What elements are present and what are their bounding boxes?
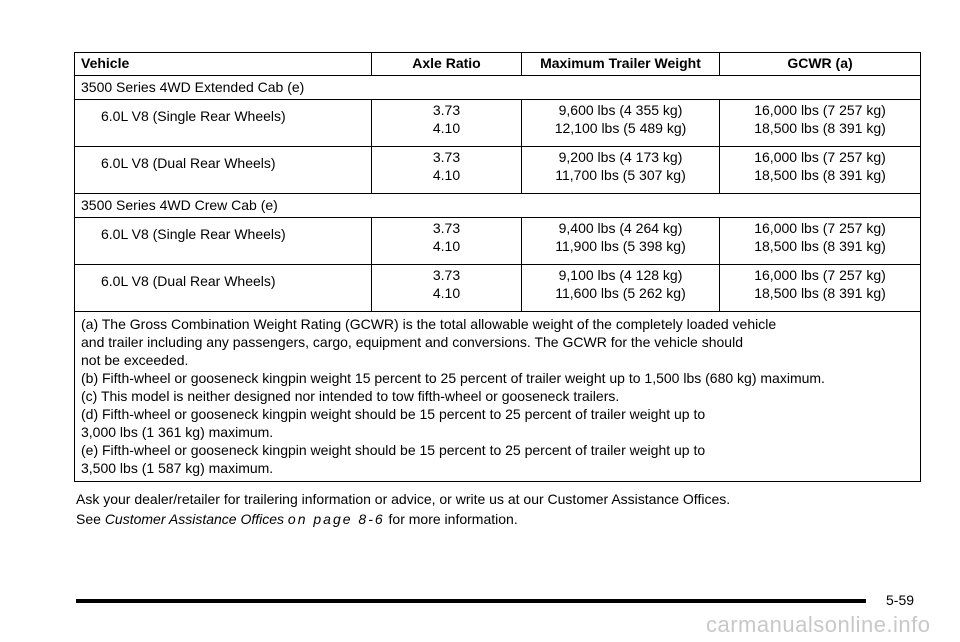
body-line-1: Ask your dealer/retailer for trailering information or advice, or write us at our Customer Assistance Offices. xyxy=(76,491,731,507)
gcwr-cell: 16,000 lbs (7 257 kg) 18,500 lbs (8 391 kg) xyxy=(720,100,921,147)
page-number: 5-59 xyxy=(886,592,915,608)
footnote-d: (d) Fifth-wheel or gooseneck kingpin weight should be 15 percent to 25 percent of trailer weight up to 3,000 lbs (1 361 kg) maximum. xyxy=(81,406,706,440)
vehicle-cell: 6.0L V8 (Single Rear Wheels) xyxy=(75,100,372,147)
section-title: 3500 Series 4WD Extended Cab (e) xyxy=(75,76,921,100)
see-text: See xyxy=(76,511,101,527)
footnote-e: (e) Fifth-wheel or gooseneck kingpin weight should be 15 percent to 25 percent of trailer weight up to 3,500 lbs (1 587 kg) maximum. xyxy=(81,442,706,476)
axle-ratio-cell: 3.73 4.10 xyxy=(372,265,522,312)
table-header-row xyxy=(75,53,921,76)
vehicle-cell: 6.0L V8 (Dual Rear Wheels) xyxy=(75,265,372,312)
header-axle-ratio: Axle Ratio xyxy=(372,53,522,76)
footnotes-cell xyxy=(75,312,921,482)
notes-row xyxy=(75,312,921,482)
reference-page-link[interactable]: on page 8-6 xyxy=(287,511,385,527)
max-trailer-weight-cell: 9,600 lbs (4 355 kg) 12,100 lbs (5 489 kg) xyxy=(522,100,720,147)
table-row xyxy=(75,100,921,147)
section-title: 3500 Series 4WD Crew Cab (e) xyxy=(75,194,921,218)
body-line-2 xyxy=(76,509,936,529)
axle-ratio-cell: 3.73 4.10 xyxy=(372,100,522,147)
vehicle-cell: 6.0L V8 (Dual Rear Wheels) xyxy=(75,147,372,194)
section-row xyxy=(75,76,921,100)
axle-ratio-cell: 3.73 4.10 xyxy=(372,147,522,194)
gcwr-cell: 16,000 lbs (7 257 kg) 18,500 lbs (8 391 kg) xyxy=(720,147,921,194)
section-row xyxy=(75,194,921,218)
reference-title[interactable]: Customer Assistance Offices xyxy=(104,511,285,527)
header-gcwr: GCWR (a) xyxy=(720,53,921,76)
table-row xyxy=(75,218,921,265)
table-row xyxy=(75,147,921,194)
max-trailer-weight-cell: 9,400 lbs (4 264 kg) 11,900 lbs (5 398 kg) xyxy=(522,218,720,265)
gcwr-cell: 16,000 lbs (7 257 kg) 18,500 lbs (8 391 kg) xyxy=(720,265,921,312)
watermark: carmanualsonline.info xyxy=(706,612,931,637)
body-paragraph xyxy=(76,489,936,529)
footnote-b: (b) Fifth-wheel or gooseneck kingpin weight 15 percent to 25 percent of trailer weight up to 1,500 lbs (680 kg) maximum. xyxy=(81,370,825,386)
axle-ratio-cell: 3.73 4.10 xyxy=(372,218,522,265)
trailer-weight-table xyxy=(74,52,921,482)
vehicle-cell: 6.0L V8 (Single Rear Wheels) xyxy=(75,218,372,265)
max-trailer-weight-cell: 9,100 lbs (4 128 kg) 11,600 lbs (5 262 kg) xyxy=(522,265,720,312)
footnote-a: (a) The Gross Combination Weight Rating (GCWR) is the total allowable weight of the completely loaded vehicle and trailer including any passengers, cargo, equipment and conversions. The GCWR for the vehicle should not be exceeded. xyxy=(81,316,777,368)
max-trailer-weight-cell: 9,200 lbs (4 173 kg) 11,700 lbs (5 307 kg) xyxy=(522,147,720,194)
table-row xyxy=(75,265,921,312)
footnote-c: (c) This model is neither designed nor intended to tow fifth-wheel or gooseneck trailers. xyxy=(81,388,620,404)
header-vehicle: Vehicle xyxy=(75,53,372,76)
footer-rule xyxy=(76,599,866,603)
header-max-trailer-weight: Maximum Trailer Weight xyxy=(522,53,720,76)
gcwr-cell: 16,000 lbs (7 257 kg) 18,500 lbs (8 391 kg) xyxy=(720,218,921,265)
tail-text: for more information. xyxy=(388,511,518,527)
